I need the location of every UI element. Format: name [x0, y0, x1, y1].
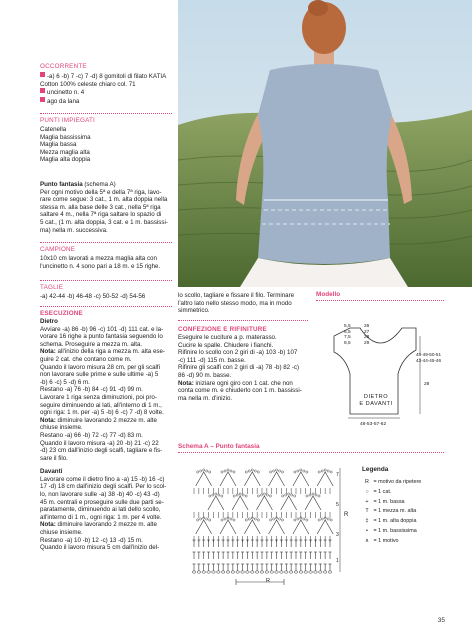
chain-stitch-mark: [255, 571, 259, 573]
back-line: Quando il lavoro misura -a) 20 -b) 21 -c) 22: [40, 439, 159, 447]
row-number: 3: [336, 532, 339, 538]
chain-stitch-mark: [285, 494, 287, 496]
chain-stitch-mark: [248, 518, 250, 520]
back-line: sare il filo.: [40, 454, 68, 462]
pattern-line: saltare 4 m., nella 7ª riga saltare lo spazio di: [40, 211, 162, 219]
execution-heading: ESECUZIONE: [40, 310, 83, 317]
chain-stitch-mark: [284, 571, 288, 573]
front-line: all'interno di 1 m., ogni riga: 1 m. per 4 volte.: [40, 513, 162, 521]
gauge-section: [40, 246, 174, 270]
chain-stitch-mark: [257, 471, 259, 473]
back-line: guire 2 cat. che contano come m.: [40, 355, 132, 363]
chain-stitch-mark: [324, 469, 326, 471]
finishing-line: -c) 111 -d) 115 m. basse.: [178, 356, 246, 364]
chain-stitch-mark: [300, 469, 302, 471]
chain-stitch-mark: [250, 571, 254, 573]
chain-stitch-mark: [216, 571, 220, 573]
legend-text: = 1 m. bassissima: [372, 527, 417, 534]
back-line: Restano -a) 66 -b) 72 -c) 77 -d) 83 m.: [40, 431, 143, 439]
finishing-line: Eseguire le cuciture a p. materasso.: [178, 334, 277, 341]
chain-stitch-mark: [288, 493, 290, 495]
chain-stitch-mark: [297, 470, 299, 472]
chain-stitch-mark: [306, 495, 308, 497]
row-number: 7: [336, 472, 339, 478]
chain-stitch-mark: [230, 470, 232, 472]
model-measure: 29: [364, 340, 370, 346]
back-line: -d) 23 cm dall'inizio degli scalfi, tagliare e fis-: [40, 447, 163, 455]
chain-stitch-mark: [281, 519, 283, 521]
repeat-marker: R: [344, 512, 349, 518]
back-line: Avviare -a) 86 -b) 96 -c) 101 -d) 111 cat. e la-: [40, 325, 164, 333]
chain-stitch-mark: [257, 519, 259, 521]
pattern-line: Per ogni motivo della 5ª e della 7ª riga, lavo-: [40, 188, 162, 196]
legend-text: = 1 cat.: [372, 488, 392, 495]
chain-stitch-mark: [299, 571, 303, 573]
finishing-line: Nota: iniziare ogni giro con 1 cat. che non: [178, 379, 293, 387]
motif-mark: [244, 520, 260, 534]
legend-text: = motivo da ripetere: [372, 479, 422, 485]
chain-stitch-mark: [209, 519, 211, 521]
finishing-line: conta come m. e chiuderlo con 1 m. bassissi-: [178, 387, 302, 395]
model-measure: 5,5: [344, 324, 351, 329]
front-title: Davanti: [40, 468, 63, 476]
front-line: 17 -d) 18 cm dall'inizio degli scalfi. Per lo scol-: [40, 483, 167, 491]
back-line: Lavorare 1 riga senza diminuzioni, poi pro-: [40, 393, 157, 401]
model-measure: 8,5: [344, 340, 351, 346]
chain-stitch-mark: [330, 471, 332, 473]
motif-mark: [317, 472, 333, 486]
chain-stitch-mark: [327, 470, 329, 472]
back-line: Nota: diminuire lavorando 2 mezze m. alte: [40, 416, 157, 424]
chain-stitch-mark: [318, 519, 320, 521]
materials-line: Cotton 100% celeste chiaro col. 71: [40, 80, 136, 88]
chain-stitch-mark: [321, 470, 323, 472]
legend-item: [362, 528, 452, 535]
chain-stitch-mark: [309, 494, 311, 496]
chain-stitch-mark: [207, 571, 211, 573]
model-photo: [178, 0, 472, 287]
motif-mark: [196, 472, 212, 486]
chain-stitch-mark: [200, 470, 202, 472]
garment-schematic: [316, 318, 456, 430]
model-measure: 6,5: [344, 329, 351, 335]
chain-stitch-mark: [275, 469, 277, 471]
front-line: chiuse insieme.: [40, 529, 83, 537]
chain-stitch-mark: [327, 518, 329, 520]
pattern-line: stessa m. alla base delle 3 cat., nella 5ª riga: [40, 203, 161, 211]
continued-line: l'altro lato nello stesso modo, ma in modo: [178, 299, 292, 307]
model-measure: 28: [424, 382, 430, 387]
bullet-square: [40, 88, 45, 93]
front-line: lo, non lavorare sulle -a) 38 -b) 40 -c) 43 -d): [40, 491, 160, 499]
legend-text: = 1 m. bassa: [372, 498, 405, 505]
chain-stitch-mark: [254, 470, 256, 472]
chain-stitch-mark: [297, 518, 299, 520]
chain-stitch-mark: [318, 471, 320, 473]
chain-stitch-mark: [304, 571, 308, 573]
chain-stitch-mark: [303, 470, 305, 472]
stitches-section: [40, 117, 172, 164]
chain-stitch-mark: [215, 493, 217, 495]
note-label: Nota:: [40, 416, 56, 424]
back-line: Quando il lavoro misura 28 cm, per gli scalfi: [40, 363, 161, 371]
chain-stitch-mark: [303, 518, 305, 520]
chain-stitch-mark: [221, 519, 223, 521]
row-number: 5: [336, 502, 339, 508]
note-label: Nota:: [40, 348, 56, 356]
motif-mark: [269, 472, 285, 486]
crochet-chart: [184, 460, 354, 590]
legend: [362, 466, 452, 548]
finishing-line: ma nella m. d'inizio.: [178, 394, 233, 402]
finishing-line: Rifinire lo scollo con 2 giri di -a) 103 -b) 107: [178, 349, 298, 357]
chain-stitch-mark: [209, 495, 211, 497]
front-instructions: [40, 476, 174, 552]
legend-text: = 1 motivo: [372, 537, 399, 544]
legend-item: [362, 479, 452, 486]
chain-stitch-mark: [245, 495, 247, 497]
chain-stitch-mark: [212, 571, 216, 573]
finishing-line: Cucire le spalle. Chiudere i fianchi.: [178, 341, 274, 349]
chain-stitch-mark: [318, 571, 322, 573]
page-number: 35: [437, 617, 445, 624]
bullet-square: [40, 72, 45, 77]
chain-stitch-mark: [294, 495, 296, 497]
legend-text: = 1 mezza m. alta: [372, 508, 417, 515]
chain-stitch-mark: [245, 519, 247, 521]
back-line: non lavorare sulle prime e sulle ultime -a) 5: [40, 371, 159, 379]
pattern-line: rare come segue: 3 cat., 1 m. alta doppia nella: [40, 196, 168, 204]
front-line: Restano -a) 10 -b) 12 -c) 13 -d) 15 m.: [40, 536, 143, 544]
model-label: E DAVANTI: [359, 401, 393, 407]
chain-stitch-mark: [246, 571, 250, 573]
chain-stitch-mark: [321, 518, 323, 520]
pattern-stitch-note: (schema A): [84, 181, 116, 188]
legend-item: [362, 518, 452, 525]
stitch-item: Mezza maglia alta: [40, 148, 90, 156]
chain-stitch-mark: [197, 471, 199, 473]
chain-stitch-mark: [314, 571, 318, 573]
divider: [40, 280, 172, 281]
legend-item: [362, 508, 452, 515]
chain-stitch-mark: [278, 518, 280, 520]
chain-stitch-mark: [236, 494, 238, 496]
pattern-line: ma) nella m. successiva.: [40, 226, 108, 234]
motif-mark: [269, 520, 285, 534]
chain-stitch-mark: [224, 518, 226, 520]
continued-line: simmetrico.: [178, 307, 210, 315]
model-measure: 43-44-45-46: [416, 357, 442, 363]
model-diagram: [316, 318, 456, 430]
chain-stitch-mark: [192, 571, 196, 573]
chain-stitch-mark: [233, 471, 235, 473]
legend-symbol: ‡: [365, 518, 369, 525]
chain-stitch-mark: [281, 471, 283, 473]
chain-stitch-mark: [269, 495, 271, 497]
chain-stitch-mark: [306, 519, 308, 521]
stitch-item: Maglia bassissima: [40, 133, 91, 141]
schema-heading: Schema A – Punto fantasia: [178, 443, 260, 450]
chain-stitch-mark: [318, 495, 320, 497]
chain-stitch-mark: [212, 494, 214, 496]
finishing-section: [178, 326, 312, 402]
chain-stitch-mark: [330, 519, 332, 521]
chain-stitch-mark: [328, 571, 332, 573]
chain-stitch-mark: [306, 471, 308, 473]
chain-stitch-mark: [294, 519, 296, 521]
legend-symbol: +: [365, 498, 369, 505]
chain-stitch-mark: [260, 571, 264, 573]
finishing-line: 86 -d) 90 m. basse.: [178, 371, 232, 379]
chain-stitch-mark: [236, 571, 240, 573]
chain-stitch-mark: [200, 518, 202, 520]
note-label: Nota:: [40, 521, 56, 529]
gauge-heading: CAMPIONE: [40, 246, 76, 253]
stitch-item: Maglia bassa: [40, 141, 77, 149]
motif-mark: [281, 496, 297, 510]
legend-item: [362, 499, 452, 506]
chain-stitch-mark: [289, 571, 293, 573]
chain-stitch-mark: [226, 571, 230, 573]
back-line: ogni riga: 1 m. per -a) 5 -b) 6 -c) 7 -d) 8 volte.: [40, 409, 164, 417]
execution-section: [40, 310, 174, 552]
front-line: paratamente, diminuendo ai lati dello scollo,: [40, 506, 161, 514]
chain-stitch-mark: [294, 571, 298, 573]
front-line: Lavorare come il dietro fino a -a) 15 -b) 16 -c): [40, 475, 165, 483]
motif-mark: [220, 472, 236, 486]
chain-stitch-mark: [233, 519, 235, 521]
materials-heading: OCCORRENTE: [40, 63, 87, 70]
stitch-item: Maglia alta doppia: [40, 156, 91, 164]
chain-stitch-mark: [209, 471, 211, 473]
stitches-heading: PUNTI IMPIEGATI: [40, 117, 96, 124]
chain-stitch-mark: [282, 495, 284, 497]
model-measure: 26: [364, 324, 370, 329]
chain-stitch-mark: [291, 494, 293, 496]
sizes-heading: TAGLIE: [40, 284, 64, 291]
legend-item: [362, 489, 452, 496]
chain-stitch-mark: [203, 469, 205, 471]
continued-line: lo scollo, tagliare e fissare il filo. Terminare: [178, 292, 295, 299]
chain-stitch-mark: [248, 470, 250, 472]
front-line: Nota: diminuire lavorando 2 mezze m. alte: [40, 521, 157, 529]
divider: [178, 452, 444, 453]
repeat-label: R: [266, 578, 271, 584]
motif-mark: [232, 496, 248, 510]
motif-mark: [293, 520, 309, 534]
chain-stitch-mark: [206, 470, 208, 472]
pattern-stitch-section: [40, 181, 174, 234]
chain-stitch-mark: [197, 571, 201, 573]
model-label: DIETRO: [363, 394, 389, 400]
divider: [40, 113, 172, 114]
chain-stitch-mark: [312, 493, 314, 495]
back-title: Dietro: [40, 318, 58, 325]
chain-stitch-mark: [254, 518, 256, 520]
finishing-line: Rifinire gli scalfi con 2 giri di -a) 78 -b) 82 -c): [178, 364, 300, 372]
legend-symbol: ○: [365, 488, 369, 495]
bullet-square: [40, 97, 45, 102]
back-line: Nota: all'inizio della riga a mezza m. alta ese-: [40, 348, 165, 356]
chain-stitch-mark: [309, 571, 313, 573]
chain-stitch-mark: [323, 571, 327, 573]
motif-mark: [196, 520, 212, 534]
chain-stitch-mark: [269, 471, 271, 473]
execution-continued: [178, 292, 310, 315]
model-heading: Modello: [316, 291, 341, 298]
model-measure: 27: [364, 329, 370, 335]
chain-stitch-mark: [280, 571, 284, 573]
chain-stitch-mark: [221, 495, 223, 497]
gauge-line: l'uncinetto n. 4 sono pari a 18 m. e 15 righe.: [40, 262, 161, 270]
front-line: Quando il lavoro misura 5 cm dall'inizio del-: [40, 544, 160, 552]
sizes-section: [40, 284, 174, 301]
chain-stitch-mark: [197, 519, 199, 521]
gauge-line: 10x10 cm lavorati a mezza maglia alta con: [40, 255, 157, 262]
back-line: Restano -a) 76 -b) 84 -c) 91 -d) 99 m.: [40, 386, 143, 394]
chain-stitch-mark: [241, 571, 245, 573]
chain-stitch-mark: [269, 519, 271, 521]
divider: [40, 242, 172, 243]
divider: [178, 320, 308, 321]
model-measure: 48-49-50-51: [416, 352, 442, 357]
chain-stitch-mark: [272, 518, 274, 520]
finishing-instructions: [178, 334, 312, 402]
legend-text: = 1 m. alta doppia: [372, 518, 417, 525]
chain-stitch-mark: [260, 494, 262, 496]
legend-heading: Legenda: [362, 466, 389, 473]
legend-item: [362, 538, 452, 545]
chain-stitch-mark: [230, 518, 232, 520]
chain-stitch-mark: [239, 493, 241, 495]
chain-stitch-mark: [221, 471, 223, 473]
materials-section: [40, 63, 172, 105]
materials-line: uncinetto n. 4: [47, 89, 85, 97]
motif-mark: [244, 472, 260, 486]
chain-stitch-mark: [218, 494, 220, 496]
chain-stitch-mark: [263, 493, 265, 495]
chain-stitch-mark: [233, 495, 235, 497]
motif-mark: [256, 496, 272, 510]
note-label: Nota:: [178, 379, 194, 387]
back-line: vorare 16 righe a punto fantasia seguendo lo: [40, 333, 163, 341]
chain-stitch-mark: [272, 470, 274, 472]
chain-stitch-mark: [257, 495, 259, 497]
front-line: 45 m. centrali e proseguire sulle due parti se-: [40, 498, 164, 506]
schema-chart: [184, 460, 354, 590]
chain-stitch-mark: [245, 471, 247, 473]
chain-stitch-mark: [278, 470, 280, 472]
back-line: schema. Proseguire a mezza m. alta.: [40, 340, 143, 348]
row-number: 1: [336, 558, 339, 564]
chain-stitch-mark: [266, 494, 268, 496]
legend-symbol: ∧: [365, 537, 369, 544]
motif-mark: [208, 496, 224, 510]
motif-mark: [220, 520, 236, 534]
photo-illustration: [178, 0, 472, 287]
motif-mark: [293, 472, 309, 486]
motif-mark: [305, 496, 321, 510]
pattern-line: 5 cat., (1 m. alta doppia, 3 cat. e 1 m. bassissi-: [40, 218, 168, 226]
materials-line: -a) 6 -b) 7 -c) 7 -d) 8 gomitoli di filato KATIA: [47, 73, 167, 80]
motif-mark: [317, 520, 333, 534]
chain-stitch-mark: [251, 469, 253, 471]
back-line: -b) 6 -c) 5 -d) 6 m.: [40, 378, 90, 386]
back-line: chiuse insieme.: [40, 424, 83, 432]
divider: [40, 306, 172, 307]
materials-line: ago da lana: [47, 97, 80, 105]
model-measure: 28: [364, 335, 370, 341]
chain-stitch-mark: [242, 494, 244, 496]
chain-stitch-mark: [315, 494, 317, 496]
pattern-stitch-title: Punto fantasia: [40, 181, 83, 188]
back-instructions: [40, 326, 174, 463]
back-line: seguire diminuendo ai lati, all'interno di 1 m.,: [40, 401, 162, 409]
chain-stitch-mark: [221, 571, 225, 573]
chain-stitch-mark: [275, 571, 279, 573]
divider: [316, 300, 444, 301]
finishing-heading: CONFEZIONE E RIFINITURE: [178, 326, 267, 333]
legend-symbol: R: [365, 479, 369, 485]
chain-stitch-mark: [270, 571, 274, 573]
chain-stitch-mark: [202, 571, 206, 573]
stitch-item: Catenella: [40, 126, 67, 133]
chain-stitch-mark: [294, 471, 296, 473]
chain-stitch-mark: [227, 469, 229, 471]
legend-symbol: T: [365, 508, 369, 515]
chain-stitch-mark: [224, 470, 226, 472]
legend-symbol: •: [366, 527, 368, 534]
sizes-line: -a) 42-44 -b) 46-48 -c) 50-52 -d) 54-56: [40, 293, 146, 300]
model-measure: 7,5: [344, 335, 351, 341]
chain-stitch-mark: [231, 571, 235, 573]
model-measure: 48-53-57-62: [360, 422, 387, 427]
chain-stitch-mark: [265, 571, 269, 573]
chain-stitch-mark: [206, 518, 208, 520]
